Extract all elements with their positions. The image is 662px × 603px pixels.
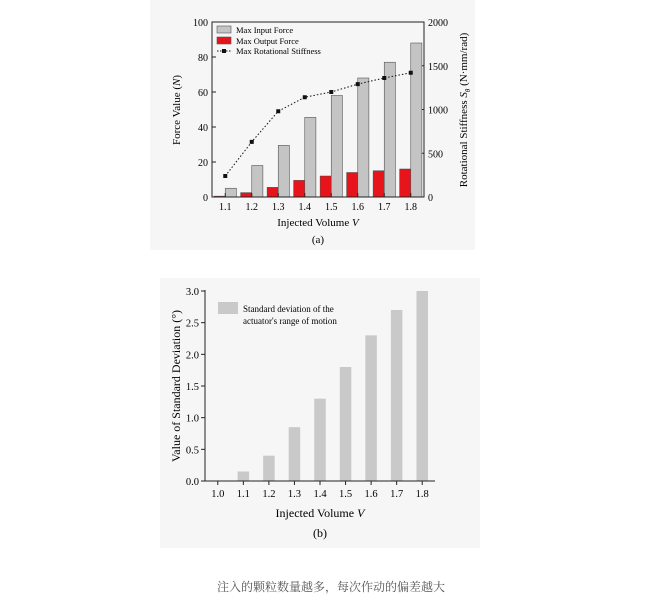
a-bar-input <box>384 62 395 197</box>
a-xtick-label: 1.3 <box>272 202 285 213</box>
b-bar-std <box>238 472 250 482</box>
a-bar-input <box>305 117 316 197</box>
b-ytick-label: 2.5 <box>185 318 199 330</box>
a-y2tick-label: 500 <box>428 149 443 161</box>
b-xtick-label: 1.8 <box>415 489 429 500</box>
chart-a-panel-label: (a) <box>311 234 325 246</box>
b-xtick-label: 1.1 <box>236 489 250 500</box>
a-bar-input <box>278 145 289 197</box>
a-stiffness-point <box>409 71 413 75</box>
a-bar-output <box>400 169 411 197</box>
b-xtick-label: 1.7 <box>390 489 404 500</box>
a-y2tick-label: 0 <box>428 193 433 204</box>
a-ytick-label: 20 <box>198 158 208 169</box>
legend-label-input: Max Input Force <box>236 25 294 35</box>
a-bar-output <box>241 193 252 197</box>
chart-b-ylabel: Value of Standard Deviation (°) <box>169 309 183 463</box>
b-bar-std <box>340 367 352 481</box>
a-bar-output <box>294 180 305 197</box>
b-ytick-label: 0.5 <box>185 445 199 457</box>
a-xtick-label: 1.6 <box>351 202 364 213</box>
b-bar-std <box>365 335 377 481</box>
a-ytick-label: 40 <box>198 123 208 134</box>
a-bar-output <box>373 171 384 197</box>
a-xtick-label: 1.8 <box>404 202 417 213</box>
a-xtick-label: 1.1 <box>219 202 232 213</box>
b-bar-std <box>314 399 326 481</box>
a-ytick-label: 60 <box>198 88 208 99</box>
a-xtick-label: 1.7 <box>378 202 391 213</box>
legend-marker-stiffness <box>222 49 226 53</box>
b-ytick-label: 2.0 <box>185 350 199 362</box>
a-y2tick-label: 1000 <box>428 105 448 117</box>
chart-b-panel-label: (b) <box>313 526 327 540</box>
chart-a-y2label: Rotational Stiffness $S_\theta$ (N·mm/rad) <box>458 32 472 188</box>
a-bar-input <box>411 43 422 197</box>
legend-label-output: Max Output Force <box>236 36 299 46</box>
b-ytick-label: 3.0 <box>185 287 199 298</box>
chart-b <box>160 278 480 548</box>
a-stiffness-point <box>223 174 227 178</box>
a-xtick-label: 1.5 <box>325 202 338 213</box>
b-xtick-label: 1.5 <box>338 489 353 500</box>
legend-label-std-line1: Standard deviation of the <box>243 304 334 314</box>
b-bar-std <box>391 310 403 481</box>
legend-swatch-input <box>217 26 231 33</box>
a-ytick-label: 100 <box>193 18 208 29</box>
chart-a <box>150 0 475 250</box>
a-y2tick-label: 2000 <box>428 18 448 29</box>
a-xtick-label: 1.4 <box>298 202 311 213</box>
a-stiffness-point <box>382 76 386 80</box>
b-xtick-label: 1.6 <box>364 489 378 500</box>
legend-swatch-std <box>218 302 238 314</box>
a-ytick-label: 80 <box>198 53 208 64</box>
a-stiffness-point <box>356 82 360 86</box>
b-xtick-label: 1.3 <box>287 489 302 500</box>
b-bar-std <box>416 291 428 481</box>
b-ytick-label: 0.0 <box>185 477 199 488</box>
a-ytick-label: 0 <box>203 193 208 204</box>
a-bar-input <box>225 188 236 197</box>
figure-caption: 注入的颗粒数量越多，每次作动的偏差越大 <box>216 580 445 594</box>
legend-label-stiffness: Max Rotational Stiffness <box>236 46 321 56</box>
a-bar-input <box>358 78 369 197</box>
chart-b-xlabel: Injected Volume V <box>275 506 365 520</box>
chart-a-xlabel: Injected Volume V <box>277 217 359 229</box>
b-bar-std <box>263 456 275 481</box>
a-bar-output <box>267 187 278 197</box>
a-xtick-label: 1.2 <box>245 202 258 213</box>
b-xtick-label: 1.2 <box>262 489 276 500</box>
a-stiffness-point <box>250 140 254 144</box>
a-bar-output <box>320 176 331 197</box>
b-ytick-label: 1.0 <box>185 413 199 425</box>
a-stiffness-point <box>303 95 307 99</box>
legend-swatch-output <box>217 37 231 44</box>
a-bar-output <box>347 173 358 198</box>
b-ytick-label: 1.5 <box>185 382 199 393</box>
b-xtick-label: 1.4 <box>313 489 327 500</box>
chart-a-ylabel: Force Value (N) <box>171 74 183 146</box>
legend-label-std-line2: actuator's range of motion <box>243 316 337 326</box>
b-bar-std <box>289 427 301 481</box>
a-stiffness-point <box>276 109 280 113</box>
a-bar-input <box>252 166 263 198</box>
a-y2tick-label: 1500 <box>428 61 448 73</box>
a-stiffness-point <box>329 90 333 94</box>
a-bar-input <box>331 96 342 198</box>
b-xtick-label: 1.0 <box>211 489 225 500</box>
